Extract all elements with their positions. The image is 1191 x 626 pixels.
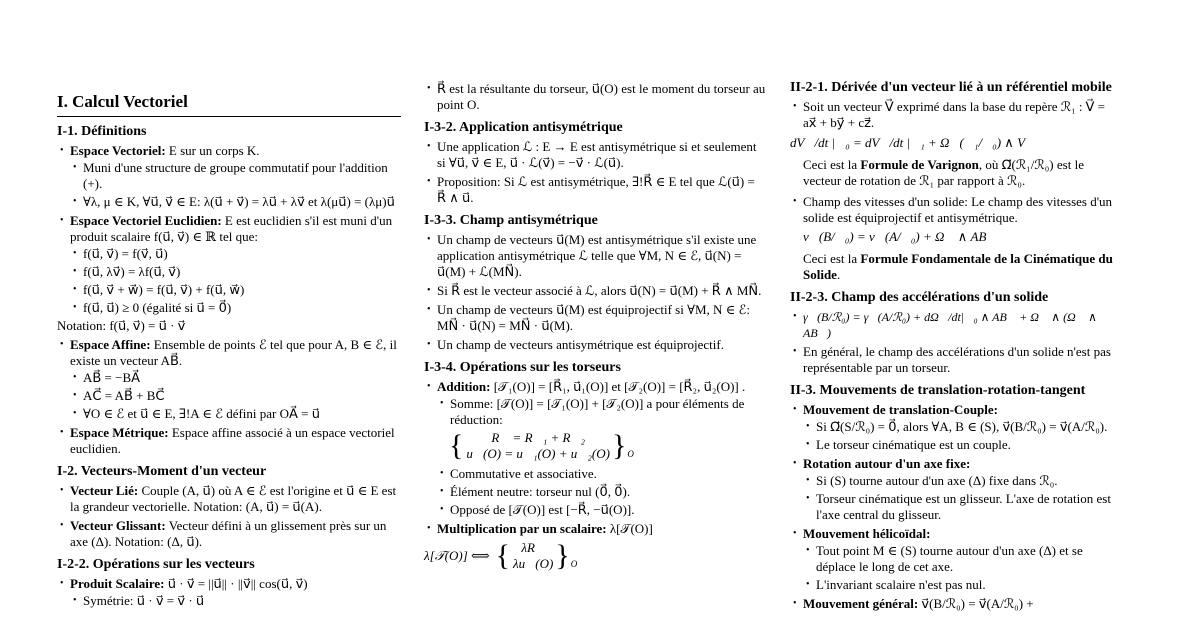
system-rows xyxy=(513,540,553,572)
text: v⃗(B/ℛ₀) = v⃗(A/ℛ₀) + xyxy=(918,596,1034,611)
derivee-list xyxy=(790,99,1120,131)
system-row: λR⃗ xyxy=(521,540,546,555)
right-brace: } xyxy=(611,429,627,462)
list-item: • Un champ de vecteurs antisymétrique est équiprojectif. xyxy=(424,337,766,353)
heading-accelerations: II-2-3. Champ des accélérations d'un solide xyxy=(790,290,1049,305)
list-item: • AB⃗ = −BA⃗ xyxy=(70,370,401,386)
list-item xyxy=(790,402,1120,453)
text: λ[𝒯(O)] xyxy=(606,521,653,536)
list-item: • Commutative et associative. xyxy=(437,466,766,482)
system-row: u⃗(O) = u⃗₁(O) + u⃗₂(O) xyxy=(466,446,610,461)
term: Formule Fondamentale de la Cinématique du Solide xyxy=(803,251,1113,282)
list-item: • Proposition: Si ℒ est antisymétrique, ∃!R⃗ ∈ E tel que ℒ(u⃗) = R⃗ ∧ u⃗. xyxy=(424,174,766,206)
list-item xyxy=(57,576,401,609)
list-item: • Opposé de [𝒯(O)] est [−R⃗, −u⃗(O)]. xyxy=(437,502,766,518)
text: Ceci est la xyxy=(803,157,861,172)
list-item: • En général, le champ des accélérations d'un solide n'est pas représentable par un torseur. xyxy=(790,344,1120,376)
left-brace: { xyxy=(495,539,511,572)
term: Mouvement général: xyxy=(803,596,919,611)
term: Produit Scalaire: xyxy=(70,576,165,591)
text: . xyxy=(836,267,841,282)
list-item xyxy=(57,483,401,515)
sub-list xyxy=(70,370,401,422)
list-item: • f(u⃗, λv⃗) = λf(u⃗, v⃗) xyxy=(70,264,401,280)
list-item xyxy=(57,337,401,422)
term: Vecteur Glissant: xyxy=(70,518,166,533)
text: u⃗ · v⃗ = ||u⃗|| · ||v⃗|| cos(u⃗, v⃗) xyxy=(164,576,308,591)
list-item: • AC⃗ = AB⃗ + BC⃗ xyxy=(70,388,401,404)
list-item: • ∀O ∈ ℰ et u⃗ ∈ E, ∃!A ∈ ℰ défini par OA⃗ = u⃗ xyxy=(70,406,401,422)
list-item: • Si R⃗ est le vecteur associé à ℒ, alors u⃗(N) = u⃗(M) + R⃗ ∧ MN⃗. xyxy=(424,283,766,299)
term: Mouvement hélicoïdal: xyxy=(803,526,931,541)
term: Mouvement de translation-Couple: xyxy=(803,402,998,417)
sub-list xyxy=(437,396,766,428)
heading-vecteurs-moment: I-2. Vecteurs-Moment d'un vecteur xyxy=(57,464,267,479)
mouvements-list xyxy=(790,402,1120,612)
list-item: • Si Ω⃗(S/ℛ₀) = 0⃗, alors ∀A, B ∈ (S), v⃗(B/ℛ₀) = v⃗(A/ℛ₀). xyxy=(803,419,1120,435)
list-item: • Torseur cinématique est un glisseur. L'axe de rotation est l'axe central du glisseur. xyxy=(803,491,1120,523)
list-item: • Muni d'une structure de groupe commutatif pour l'addition (+). xyxy=(70,160,401,192)
list-item: • Élément neutre: torseur nul (0⃗, 0⃗). xyxy=(437,484,766,500)
list-item: • γ⃗(B/ℛ₀) = γ⃗(A/ℛ₀) + dΩ⃗/dt|ℛ₀ ∧ AB⃗ + Ω⃗ ∧ (Ω⃗ ∧ AB⃗) xyxy=(790,309,1120,341)
subscript: O xyxy=(570,559,578,569)
text: E est euclidien s'il est muni d'un produit scalaire f(u⃗, v⃗) ∈ ℝ tel que: xyxy=(70,213,393,244)
system-row: λu⃗(O) xyxy=(513,556,554,571)
system-row: R⃗ = R⃗₁ + R⃗₂ xyxy=(491,430,586,445)
list-item: • Une application ℒ : E → E est antisymétrique si et seulement si ∀u⃗, v⃗ ∈ E, u⃗ · ℒ(v⃗) = −v⃗ · ℒ(u⃗). xyxy=(424,139,766,171)
operations-list xyxy=(57,576,401,609)
sub-list xyxy=(437,466,766,518)
list-item: • Un champ de vecteurs u⃗(M) est antisymétrique s'il existe une application antisymétrique ℒ telle que ∀M, N ∈ ℰ, u⃗(N) = u⃗(M) + ℒ(MN⃗). xyxy=(424,232,766,280)
text: Vecteur défini à un glissement près sur un axe (Δ). Notation: (Δ, u⃗). xyxy=(70,518,387,549)
list-item: • Soit un vecteur V⃗ exprimé dans la base du repère ℛ₁ : V⃗ = ax⃗ + by⃗ + cz⃗. xyxy=(790,99,1120,131)
reduction-system xyxy=(437,430,766,462)
cinematique-note xyxy=(790,251,1120,283)
list-item: • L'invariant scalaire n'est pas nul. xyxy=(803,577,1120,593)
term: Multiplication par un scalaire: xyxy=(437,521,607,536)
torseur-ops-list xyxy=(424,379,766,537)
sub-list xyxy=(803,419,1120,453)
list-item: • R⃗ est la résultante du torseur, u⃗(O) est le moment du torseur au point O. xyxy=(424,81,766,113)
term: Espace Vectoriel: xyxy=(70,143,166,158)
list-item xyxy=(57,425,401,457)
list-item xyxy=(790,456,1120,523)
term: Espace Métrique: xyxy=(70,425,169,440)
list-item xyxy=(790,526,1120,593)
acceleration-list xyxy=(790,309,1120,376)
term: Vecteur Lié: xyxy=(70,483,139,498)
list-item: • Champ des vitesses d'un solide: Le champ des vitesses d'un solide est équiprojectif et antisymétrique. xyxy=(790,194,1120,226)
term: Espace Vectoriel Euclidien: xyxy=(70,213,222,228)
heading-derivee: II-2-1. Dérivée d'un vecteur lié à un référentiel mobile xyxy=(790,80,1112,95)
heading-champ-antisymetrique: I-3-3. Champ antisymétrique xyxy=(424,213,598,228)
list-item xyxy=(424,379,766,518)
application-list xyxy=(424,139,766,206)
system-rows xyxy=(466,430,610,462)
champ-list xyxy=(424,232,766,353)
text: E sur un corps K. xyxy=(165,143,260,158)
notation: Notation: f(u⃗, v⃗) = u⃗ · v⃗ xyxy=(57,318,186,333)
heading-mouvements: II-3. Mouvements de translation-rotation-tangent xyxy=(790,383,1086,398)
text: [𝒯₁(O)] = [R⃗₁, u⃗₁(O)] et [𝒯₂(O)] = [R⃗₂, u⃗₂(O)] . xyxy=(490,379,746,394)
list-item xyxy=(57,213,401,334)
text: Espace affine associé à un espace vectoriel euclidien. xyxy=(70,425,395,456)
term: Addition: xyxy=(437,379,491,394)
list-item: • f(u⃗, v⃗) = f(v⃗, u⃗) xyxy=(70,246,401,262)
subscript: O xyxy=(627,449,634,459)
sub-list xyxy=(70,246,401,316)
list-item: • f(u⃗, u⃗) ≥ 0 (égalité si u⃗ = 0⃗) xyxy=(70,300,401,316)
multiplication-system xyxy=(424,540,766,572)
sub-list xyxy=(70,160,401,210)
list-item: • Symétrie: u⃗ · v⃗ = v⃗ · u⃗ xyxy=(70,593,401,609)
term: Rotation autour d'un axe fixe: xyxy=(803,456,971,471)
varignon-note xyxy=(790,157,1120,189)
list-item: • Somme: [𝒯(O)] = [𝒯₁(O)] + [𝒯₂(O)] a pour éléments de réduction: xyxy=(437,396,766,428)
list-item: • Un champ de vecteurs u⃗(M) est équiprojectif si ∀M, N ∈ ℰ: MN⃗ · u⃗(N) = MN⃗ · u⃗(M). xyxy=(424,302,766,334)
sub-list xyxy=(70,593,401,609)
text: , où Ω⃗(ℛ₁/ℛ₀) est le vecteur de rotation de ℛ₁ par rapport à ℛ₀. xyxy=(803,157,1084,188)
heading-operations-torseurs: I-3-4. Opérations sur les torseurs xyxy=(424,360,621,375)
section-title: I. Calcul Vectoriel xyxy=(57,92,401,117)
heading-application-antisymetrique: I-3-2. Application antisymétrique xyxy=(424,120,623,135)
vecteurs-list xyxy=(57,483,401,550)
torseur-list xyxy=(424,81,766,113)
sub-list xyxy=(803,473,1120,523)
column-1 xyxy=(57,92,401,612)
text: Ensemble de points ℰ tel que pour A, B ∈ ℰ, il existe un vecteur AB⃗. xyxy=(70,337,397,368)
text: Couple (A, u⃗) où A ∈ ℰ est l'origine et u⃗ ∈ E est la grandeur vectorielle. Notation: (A, u⃗) = u⃗(A). xyxy=(70,483,397,514)
varignon-formula: dV⃗/dt |ℛ₀ = dV⃗/dt |ℛ₁ + Ω⃗(ℛ₁/ℛ₀) ∧ V⃗ xyxy=(790,135,1036,150)
list-item xyxy=(424,521,766,537)
column-3 xyxy=(790,79,1120,615)
heading-definitions: I-1. Définitions xyxy=(57,124,147,139)
term: Espace Affine: xyxy=(70,337,151,352)
list-item: • Tout point M ∈ (S) tourne autour d'un axe (Δ) et se déplace le long de cet axe. xyxy=(803,543,1120,575)
text: Ceci est la xyxy=(803,251,861,266)
list-item xyxy=(790,596,1120,612)
column-2 xyxy=(424,81,766,576)
heading-operations-vecteurs: I-2-2. Opérations sur les vecteurs xyxy=(57,557,255,572)
definitions-list xyxy=(57,143,401,457)
list-item xyxy=(57,518,401,550)
right-brace: } xyxy=(555,539,570,572)
list-item: • Le torseur cinématique est un couple. xyxy=(803,437,1120,453)
list-item xyxy=(57,143,401,210)
list-item: • Si (S) tourne autour d'un axe (Δ) fixe dans ℛ₀. xyxy=(803,473,1120,489)
equivalence: λ[𝒯(O)] ⟺ xyxy=(424,548,490,563)
list-item: • ∀λ, μ ∈ K, ∀u⃗, v⃗ ∈ E: λ(u⃗ + v⃗) = λu⃗ + λv⃗ et λ(μu⃗) = (λμ)u⃗ xyxy=(70,194,401,210)
term: Formule de Varignon xyxy=(860,157,979,172)
left-brace: { xyxy=(449,429,464,462)
list-item: • f(u⃗, v⃗ + w⃗) = f(u⃗, v⃗) + f(u⃗, w⃗) xyxy=(70,282,401,298)
sub-list xyxy=(803,543,1120,593)
vitesse-formula: v⃗(B/ℛ₀) = v⃗(A/ℛ₀) + Ω⃗ ∧ AB⃗ xyxy=(803,229,997,244)
vitesse-list xyxy=(790,194,1120,226)
